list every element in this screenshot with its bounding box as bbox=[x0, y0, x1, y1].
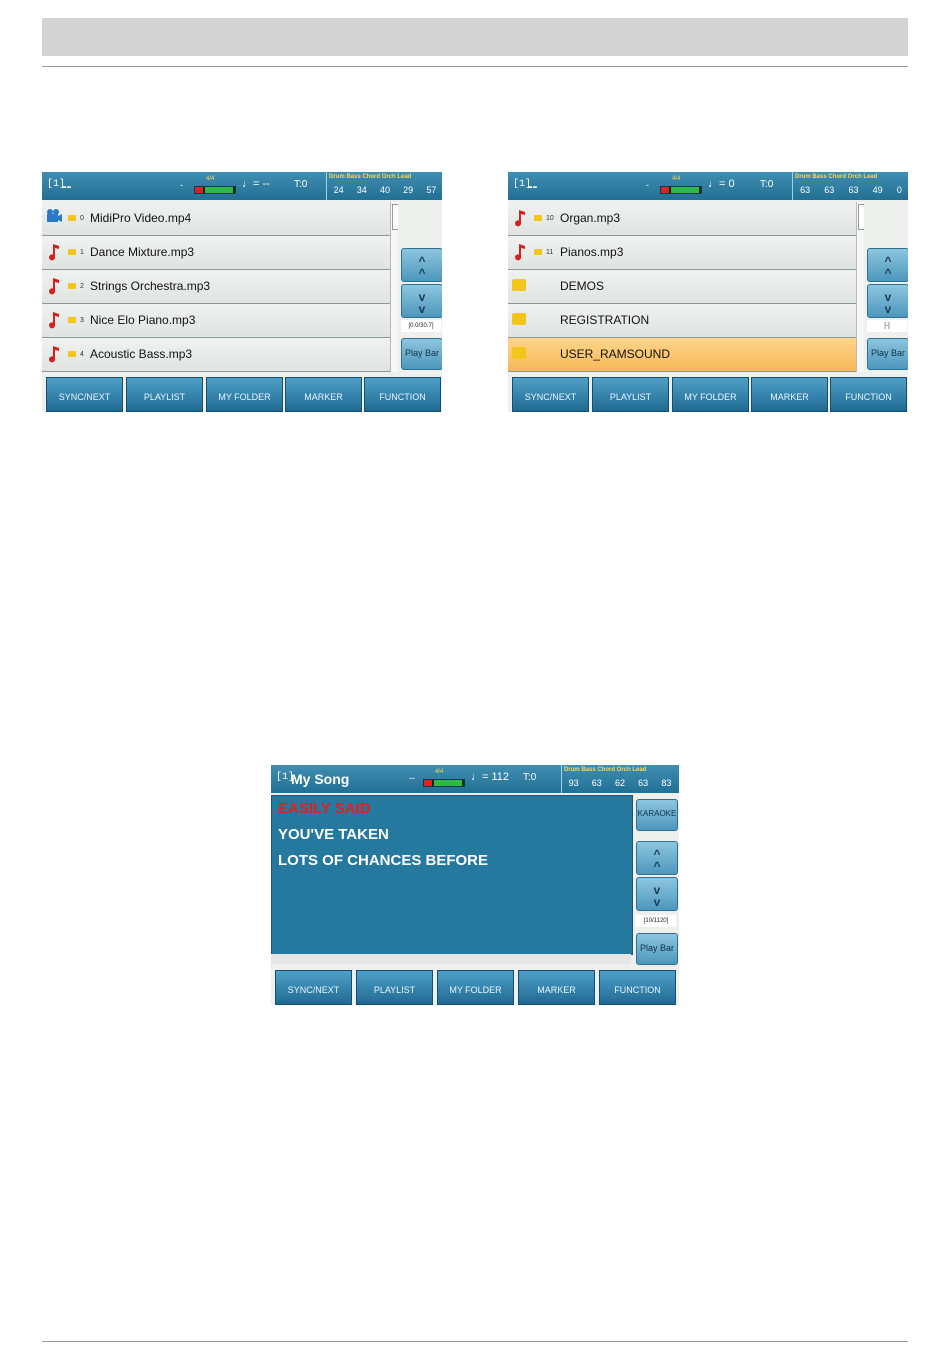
folder-icon bbox=[68, 215, 76, 221]
double-chevron-up-icon: ^ ^ bbox=[653, 847, 661, 873]
part-volume: 34 bbox=[356, 185, 367, 195]
position-readout: [-] bbox=[867, 320, 907, 332]
music-note-icon bbox=[46, 344, 62, 364]
list-item[interactable] bbox=[508, 202, 856, 236]
double-chevron-up-icon: ^ ^ bbox=[418, 254, 426, 280]
part-volume: 93 bbox=[568, 778, 579, 788]
sync-next-button[interactable]: SYNC/NEXT bbox=[512, 377, 589, 412]
tempo-display: ♩= 112 bbox=[471, 771, 510, 783]
song-title: -- bbox=[528, 178, 538, 194]
page-header-bar bbox=[42, 18, 908, 56]
folder-name: USER_RAMSOUND bbox=[560, 347, 671, 361]
file-name: Organ.mp3 bbox=[560, 211, 621, 225]
beat-meter bbox=[423, 771, 463, 787]
folder-item[interactable] bbox=[508, 270, 856, 304]
screen-header bbox=[42, 172, 442, 200]
function-button[interactable]: FUNCTION bbox=[830, 377, 907, 412]
song-index: [1] bbox=[276, 772, 295, 783]
page-up-button[interactable] bbox=[401, 248, 442, 282]
function-bar bbox=[508, 375, 908, 412]
double-chevron-down-icon: v v bbox=[884, 290, 892, 316]
file-list bbox=[508, 202, 856, 372]
part-names: Drum Bass Chord Orch Lead bbox=[564, 767, 647, 773]
video-file-icon bbox=[46, 208, 62, 228]
screen-header bbox=[271, 765, 679, 793]
header-rule bbox=[42, 66, 908, 67]
item-number: 1 bbox=[80, 249, 84, 256]
playlist-button[interactable]: PLAYLIST bbox=[356, 970, 433, 1005]
screen-header bbox=[508, 172, 908, 200]
my-folder-button[interactable]: MY FOLDER bbox=[437, 970, 514, 1005]
music-note-icon bbox=[46, 242, 62, 262]
time-signature: 4/4 bbox=[435, 769, 444, 775]
double-chevron-up-icon: ^ ^ bbox=[884, 254, 892, 280]
beat-meter bbox=[194, 178, 234, 194]
song-index: [1] bbox=[47, 179, 66, 190]
page-down-button[interactable] bbox=[867, 284, 908, 318]
side-controls bbox=[398, 202, 442, 372]
my-folder-button[interactable]: MY FOLDER bbox=[672, 377, 749, 412]
item-number: 3 bbox=[80, 317, 84, 324]
part-names: Drum Bass Chord Orch Lead bbox=[795, 174, 878, 180]
folder-name: REGISTRATION bbox=[560, 313, 650, 327]
sync-next-button[interactable]: SYNC/NEXT bbox=[46, 377, 123, 412]
list-item[interactable] bbox=[42, 304, 390, 338]
folder-icon bbox=[534, 215, 542, 221]
karaoke-button[interactable]: KARAOKE bbox=[636, 799, 678, 831]
part-volume: 83 bbox=[661, 778, 672, 788]
folder-icon bbox=[68, 351, 76, 357]
marker-button[interactable]: MARKER bbox=[751, 377, 828, 412]
music-note-icon bbox=[46, 276, 62, 296]
part-volume: 62 bbox=[614, 778, 625, 788]
folder-item-selected[interactable] bbox=[508, 338, 856, 372]
file-name: Pianos.mp3 bbox=[560, 245, 624, 259]
part-volume: 63 bbox=[591, 778, 602, 788]
part-volume: 24 bbox=[333, 185, 344, 195]
lyric-line: LOTS OF CHANCES BEFORE bbox=[278, 852, 489, 869]
page-down-button[interactable] bbox=[401, 284, 442, 318]
folder-name: DEMOS bbox=[560, 279, 605, 293]
item-number: 10 bbox=[546, 215, 554, 222]
time-signature: 4/4 bbox=[206, 176, 215, 182]
measure-indicator: - bbox=[646, 180, 649, 190]
list-item[interactable] bbox=[42, 236, 390, 270]
lyrics-scrollbar[interactable] bbox=[271, 954, 631, 964]
playlist-button[interactable]: PLAYLIST bbox=[592, 377, 669, 412]
tempo-display: ♩= -- bbox=[242, 178, 270, 190]
song-title: My Song bbox=[291, 771, 350, 787]
page-up-button[interactable] bbox=[636, 841, 678, 875]
double-chevron-down-icon: v v bbox=[418, 290, 426, 316]
song-title: -- bbox=[62, 178, 72, 194]
part-volumes bbox=[561, 765, 679, 793]
page-down-button[interactable] bbox=[636, 877, 678, 911]
part-volume: 63 bbox=[824, 185, 835, 195]
play-bar-button[interactable]: Play Bar bbox=[636, 933, 678, 965]
measure-indicator: - bbox=[180, 180, 183, 190]
side-controls bbox=[864, 202, 908, 372]
folder-icon bbox=[534, 249, 542, 255]
folder-icon bbox=[512, 347, 526, 359]
item-number: 0 bbox=[80, 215, 84, 222]
footer-rule bbox=[42, 1341, 908, 1342]
part-volume: 57 bbox=[426, 185, 437, 195]
transpose-display: T:0 bbox=[294, 179, 308, 190]
part-volumes bbox=[792, 172, 908, 200]
play-bar-button[interactable]: Play Bar bbox=[401, 338, 442, 370]
part-names: Drum Bass Chord Orch Lead bbox=[329, 174, 412, 180]
file-name: Dance Mixture.mp3 bbox=[90, 245, 195, 259]
music-note-icon bbox=[46, 310, 62, 330]
item-number: 2 bbox=[80, 283, 84, 290]
position-readout: [0.0/30.7] bbox=[401, 320, 441, 332]
list-item[interactable] bbox=[42, 270, 390, 304]
function-button[interactable]: FUNCTION bbox=[364, 377, 441, 412]
beat-meter bbox=[660, 178, 700, 194]
folder-icon bbox=[68, 283, 76, 289]
function-bar bbox=[271, 968, 679, 1005]
lyrics-panel bbox=[271, 795, 633, 955]
list-item[interactable] bbox=[42, 202, 390, 236]
song-list-screen-2 bbox=[508, 172, 908, 412]
position-readout: [10/1120] bbox=[636, 915, 676, 927]
item-number: 4 bbox=[80, 351, 84, 358]
sync-next-button[interactable]: SYNC/NEXT bbox=[275, 970, 352, 1005]
play-bar-button[interactable]: Play Bar bbox=[867, 338, 908, 370]
file-name: Acoustic Bass.mp3 bbox=[90, 347, 193, 361]
lyric-line: YOU'VE TAKEN bbox=[278, 826, 389, 843]
music-note-icon bbox=[512, 208, 528, 228]
lyric-line-current: EASILY SAID bbox=[278, 800, 371, 817]
part-volume: 29 bbox=[403, 185, 414, 195]
file-name: MidiPro Video.mp4 bbox=[90, 211, 192, 225]
part-volume: 63 bbox=[848, 185, 859, 195]
side-controls bbox=[633, 795, 679, 965]
time-signature: 4/4 bbox=[672, 176, 681, 182]
playlist-button[interactable]: PLAYLIST bbox=[126, 377, 203, 412]
list-item[interactable] bbox=[42, 338, 390, 372]
transpose-display: T:0 bbox=[523, 772, 537, 783]
my-folder-button[interactable]: MY FOLDER bbox=[206, 377, 283, 412]
folder-icon bbox=[512, 313, 526, 325]
part-volume: 0 bbox=[896, 185, 902, 195]
part-volumes bbox=[326, 172, 442, 200]
file-list bbox=[42, 202, 390, 372]
folder-icon bbox=[68, 249, 76, 255]
list-item[interactable] bbox=[508, 236, 856, 270]
transpose-display: T:0 bbox=[760, 179, 774, 190]
part-volume: 49 bbox=[872, 185, 883, 195]
page-up-button[interactable] bbox=[867, 248, 908, 282]
music-note-icon bbox=[512, 242, 528, 262]
file-name: Strings Orchestra.mp3 bbox=[90, 279, 211, 293]
marker-button[interactable]: MARKER bbox=[285, 377, 362, 412]
folder-item[interactable] bbox=[508, 304, 856, 338]
function-bar bbox=[42, 375, 442, 412]
part-volume: 63 bbox=[800, 185, 811, 195]
song-list-screen-1 bbox=[42, 172, 442, 412]
item-number: 11 bbox=[546, 249, 554, 256]
lyrics-screen bbox=[271, 765, 679, 1005]
part-volume: 63 bbox=[638, 778, 649, 788]
function-button[interactable]: FUNCTION bbox=[599, 970, 676, 1005]
folder-icon bbox=[512, 279, 526, 291]
part-volume: 40 bbox=[379, 185, 390, 195]
song-index: [1] bbox=[513, 179, 532, 190]
tempo-display: ♩= 0 bbox=[708, 178, 735, 190]
measure-indicator: -- bbox=[409, 773, 415, 783]
file-name: Nice Elo Piano.mp3 bbox=[90, 313, 196, 327]
marker-button[interactable]: MARKER bbox=[518, 970, 595, 1005]
folder-icon bbox=[68, 317, 76, 323]
double-chevron-down-icon: v v bbox=[653, 883, 661, 909]
